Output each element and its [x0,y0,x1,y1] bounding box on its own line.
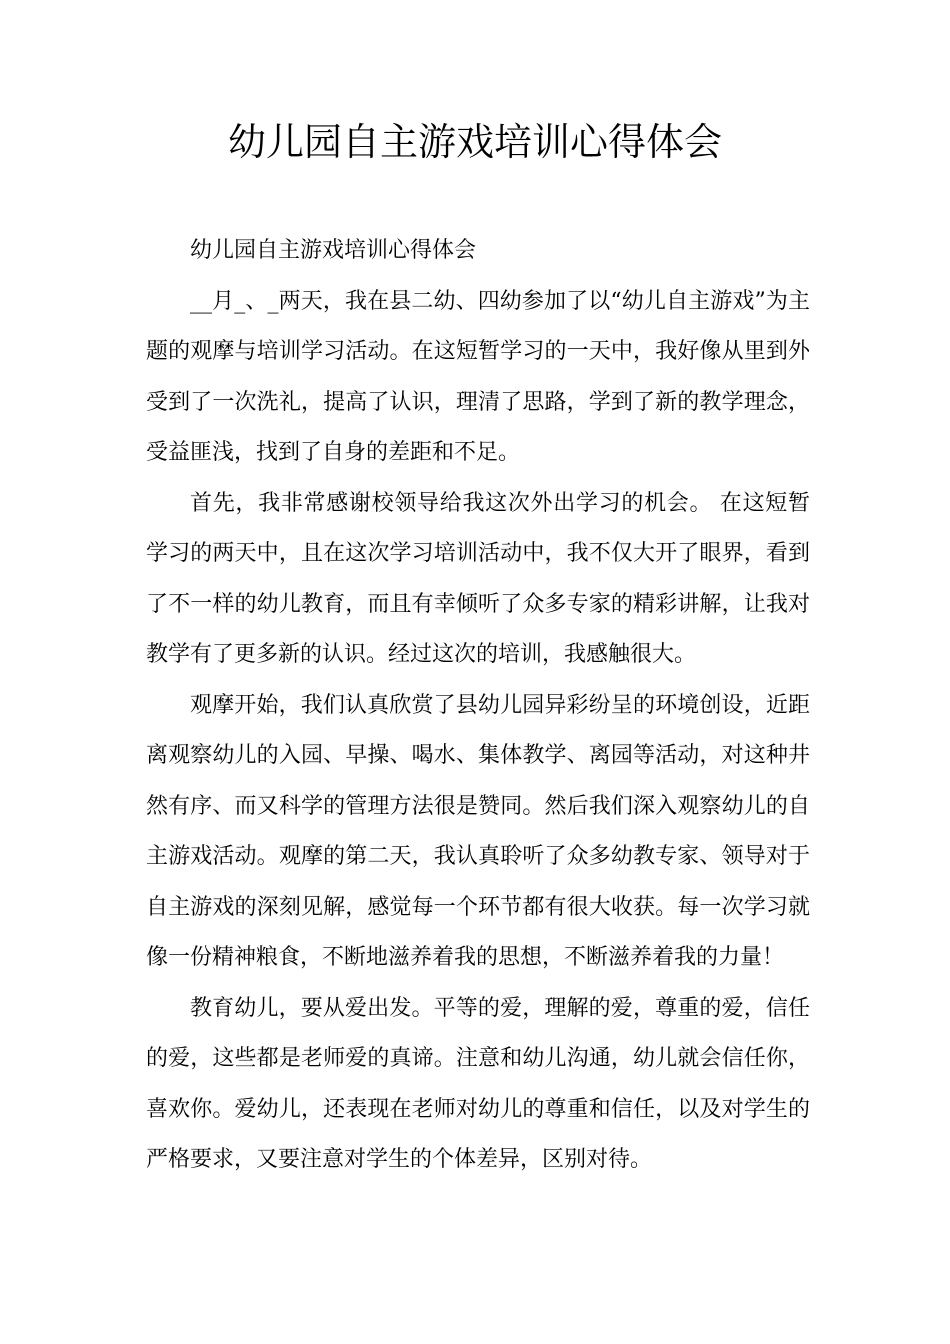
paragraph-thanks: 首先，我非常感谢校领导给我这次外出学习的机会。 在这短暂学习的两天中，且在这次学习培训活动中，我不仅大开了眼界，看到了不一样的幼儿教育，而且有幸倾听了众多专家的精彩讲解，让我对教学有了更多新的认识。经过这次的培训，我感触很大。 [146,490,810,667]
paragraph-observation: 观摩开始，我们认真欣赏了县幼儿园异彩纷呈的环境创设，近距离观察幼儿的入园、早操、喝水、集体教学、离园等活动，对这种井然有序、而又科学的管理方法很是赞同。然后我们深入观察幼儿的自主游戏活动。观摩的第二天，我认真聆听了众多幼教专家、领导对于自主游戏的深刻见解，感觉每一个环节都有很大收获。每一次学习就像一份精神粮食，不断地滋养着我的思想，不断滋养着我的力量！ [146,692,810,970]
document-title: 幼儿园自主游戏培训心得体会 [227,120,722,164]
paragraph-love: 教育幼儿，要从爱出发。平等的爱，理解的爱，尊重的爱，信任的爱，这些都是老师爱的真谛。注意和幼儿沟通，幼儿就会信任你，喜欢你。爱幼儿，还表现在老师对幼儿的尊重和信任，以及对学生的严格要求，又要注意对学生的个体差异，区别对待。 [146,995,810,1172]
document-body [146,226,810,1186]
paragraph-subtitle: 幼儿园自主游戏培训心得体会 [190,238,477,263]
paragraph-intro: __月_、_两天，我在县二幼、四幼参加了以“幼儿自主游戏”为主题的观摩与培训学习活动。在这短暂学习的一天中，我好像从里到外受到了一次洗礼，提高了认识，理清了思路，学到了新的教学理念，受益匪浅，找到了自身的差距和不足。 [146,288,810,465]
